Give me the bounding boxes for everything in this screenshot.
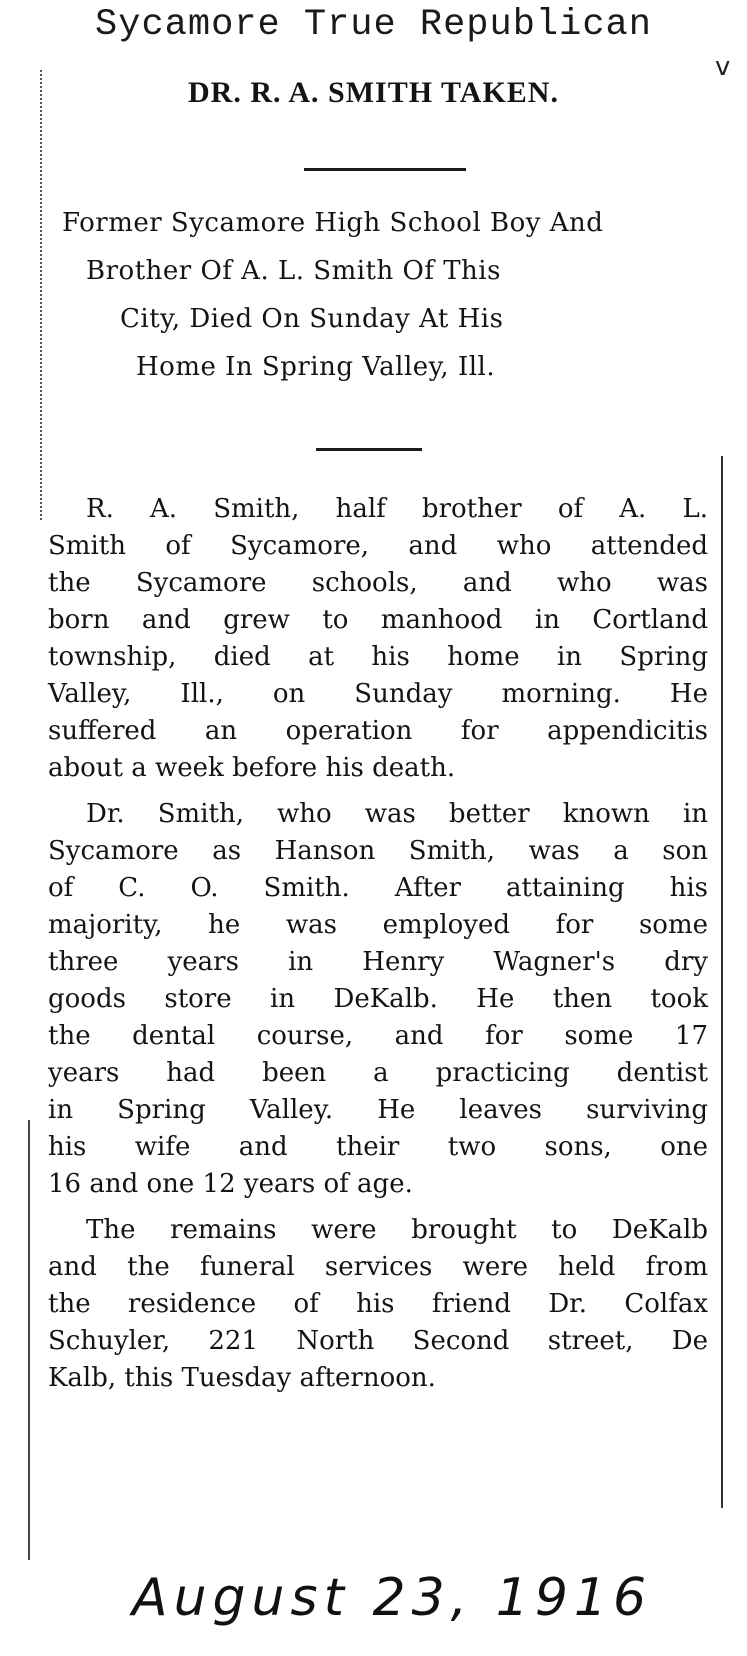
article-line: born and grew to manhood in Cortland bbox=[48, 605, 708, 635]
article-line: the dental course, and for some 17 bbox=[48, 1021, 708, 1051]
article-line: about a week before his death. bbox=[48, 753, 456, 783]
subhead-line: Brother Of A. L. Smith Of This bbox=[86, 256, 501, 286]
article-line: and the funeral services were held from bbox=[48, 1252, 708, 1282]
article-line: years had been a practicing dentist bbox=[48, 1058, 708, 1088]
article-line: Valley, Ill., on Sunday morning. He bbox=[48, 679, 708, 709]
article-line: Smith of Sycamore, and who attended bbox=[48, 531, 708, 561]
article-line: his wife and their two sons, one bbox=[48, 1132, 708, 1162]
article-line: 16 and one 12 years of age. bbox=[48, 1169, 413, 1199]
column-rule-left bbox=[28, 1120, 30, 1560]
headline-divider bbox=[304, 168, 466, 171]
margin-mark: v bbox=[715, 52, 731, 82]
column-rule-right bbox=[721, 456, 723, 1508]
article-line: suffered an operation for appendicitis bbox=[48, 716, 708, 746]
masthead: Sycamore True Republican bbox=[95, 4, 652, 46]
article-line: three years in Henry Wagner's dry bbox=[48, 947, 708, 977]
subhead-line: Home In Spring Valley, Ill. bbox=[136, 352, 496, 382]
article-line: the residence of his friend Dr. Colfax bbox=[48, 1289, 708, 1319]
subhead-line: City, Died On Sunday At His bbox=[120, 304, 504, 334]
article-line: Sycamore as Hanson Smith, was a son bbox=[48, 836, 708, 866]
article-line: R. A. Smith, half brother of A. L. bbox=[86, 494, 708, 524]
article-line: the Sycamore schools, and who was bbox=[48, 568, 708, 598]
subhead-line: Former Sycamore High School Boy And bbox=[62, 208, 604, 238]
article-line: majority, he was employed for some bbox=[48, 910, 708, 940]
article-line: Kalb, this Tuesday afternoon. bbox=[48, 1363, 436, 1393]
article-line: in Spring Valley. He leaves surviving bbox=[48, 1095, 708, 1125]
subhead-divider bbox=[316, 448, 422, 451]
article-line: goods store in DeKalb. He then took bbox=[48, 984, 708, 1014]
article-line: Dr. Smith, who was better known in bbox=[86, 799, 708, 829]
article-line: Schuyler, 221 North Second street, De bbox=[48, 1326, 708, 1356]
article-line: of C. O. Smith. After attaining his bbox=[48, 873, 708, 903]
margin-specks bbox=[40, 70, 56, 520]
headline: DR. R. A. SMITH TAKEN. bbox=[188, 76, 559, 109]
article-line: township, died at his home in Spring bbox=[48, 642, 708, 672]
article-line: The remains were brought to DeKalb bbox=[86, 1215, 708, 1245]
handwritten-date: August 23, 1916 bbox=[132, 1568, 653, 1628]
